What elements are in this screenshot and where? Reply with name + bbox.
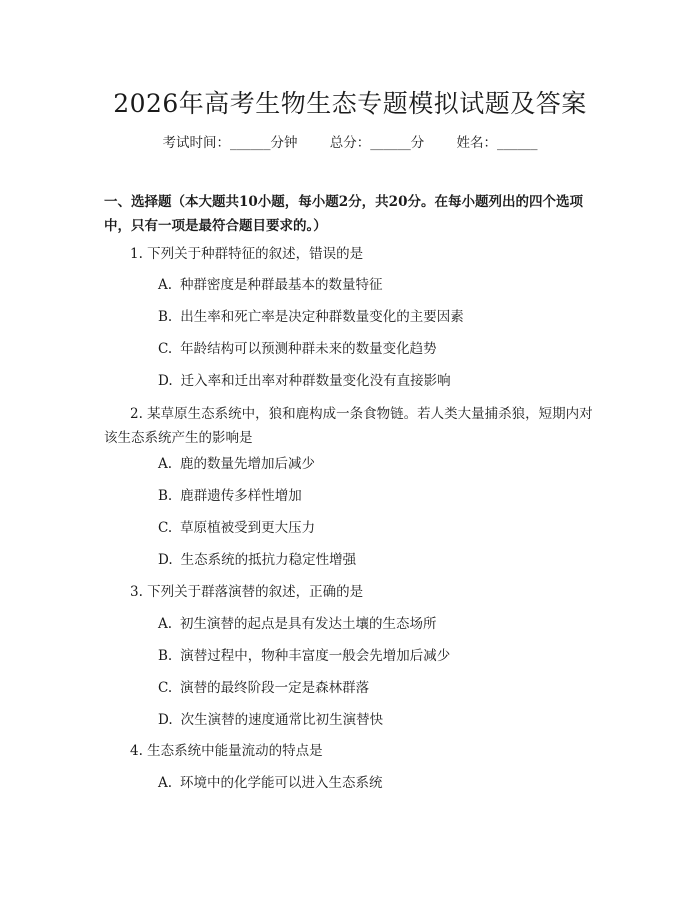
page-title: 2026年高考生物生态专题模拟试题及答案: [113, 89, 587, 118]
option-text: 演替的最终阶段一定是森林群落: [180, 680, 370, 696]
option-text: 鹿的数量先增加后减少: [180, 456, 316, 472]
question-3-option-c: [158, 676, 369, 700]
option-text: 草原植被受到更大压力: [180, 520, 316, 536]
student-name-field: 姓名：______: [456, 135, 538, 151]
option-letter: A.: [158, 616, 173, 632]
option-letter: C.: [158, 520, 173, 536]
question-1-option-d: [158, 369, 451, 393]
question-3-stem: 3. 下列关于群落演替的叙述，正确的是: [130, 584, 364, 600]
option-letter: B.: [158, 488, 173, 504]
option-text: 演替过程中，物种丰富度一般会先增加后减少: [180, 648, 451, 664]
option-text: 出生率和死亡率是决定种群数量变化的主要因素: [180, 309, 464, 325]
option-text: 迁入率和迁出率对种群数量变化没有直接影响: [180, 373, 451, 389]
option-letter: B.: [158, 648, 173, 664]
question-2-option-c: [158, 516, 315, 540]
option-letter: A.: [158, 456, 173, 472]
question-2-option-d: [158, 548, 356, 572]
option-text: 生态系统的抵抗力稳定性增强: [180, 552, 357, 568]
question-4-stem: 4. 生态系统中能量流动的特点是: [130, 743, 323, 759]
option-letter: C.: [158, 341, 173, 357]
question-3-option-a: [158, 612, 437, 636]
option-letter: D.: [158, 712, 173, 728]
option-letter: A.: [158, 277, 173, 293]
question-1-option-c: [158, 337, 437, 361]
option-letter: C.: [158, 680, 173, 696]
option-letter: B.: [158, 309, 173, 325]
option-letter: D.: [158, 373, 173, 389]
option-letter: A.: [158, 775, 173, 791]
exam-meta: [0, 131, 700, 151]
question-2-option-a: [158, 452, 315, 476]
question-3-option-d: [158, 708, 383, 732]
option-text: 种群密度是种群最基本的数量特征: [180, 277, 383, 293]
question-1-stem: 1. 下列关于种群特征的叙述，错误的是: [130, 246, 364, 262]
option-text: 次生演替的速度通常比初生演替快: [180, 712, 384, 728]
option-text: 初生演替的起点是具有发达土壤的生态场所: [180, 616, 437, 632]
question-4-option-a: [158, 771, 383, 795]
question-1-option-b: [158, 305, 464, 329]
question-2-option-b: [158, 484, 302, 508]
option-text: 鹿群遗传多样性增加: [180, 488, 302, 504]
total-score-field: 总分：______分: [329, 135, 425, 151]
question-2-stem: 2. 某草原生态系统中，狼和鹿构成一条食物链。若人类大量捕杀狼，短期内对该生态系统产生的影响是: [104, 406, 593, 446]
option-letter: D.: [158, 552, 173, 568]
option-text: 年龄结构可以预测种群未来的数量变化趋势: [180, 341, 437, 357]
exam-time-field: 考试时间：______分钟: [162, 135, 298, 151]
section-heading: 一、选择题（本大题共10小题，每小题2分，共20分。在每小题列出的四个选项中，只有一项是最符合题目要求的。）: [104, 194, 583, 234]
question-1-option-a: [158, 273, 383, 297]
question-3-option-b: [158, 644, 450, 668]
option-text: 环境中的化学能可以进入生态系统: [180, 775, 383, 791]
